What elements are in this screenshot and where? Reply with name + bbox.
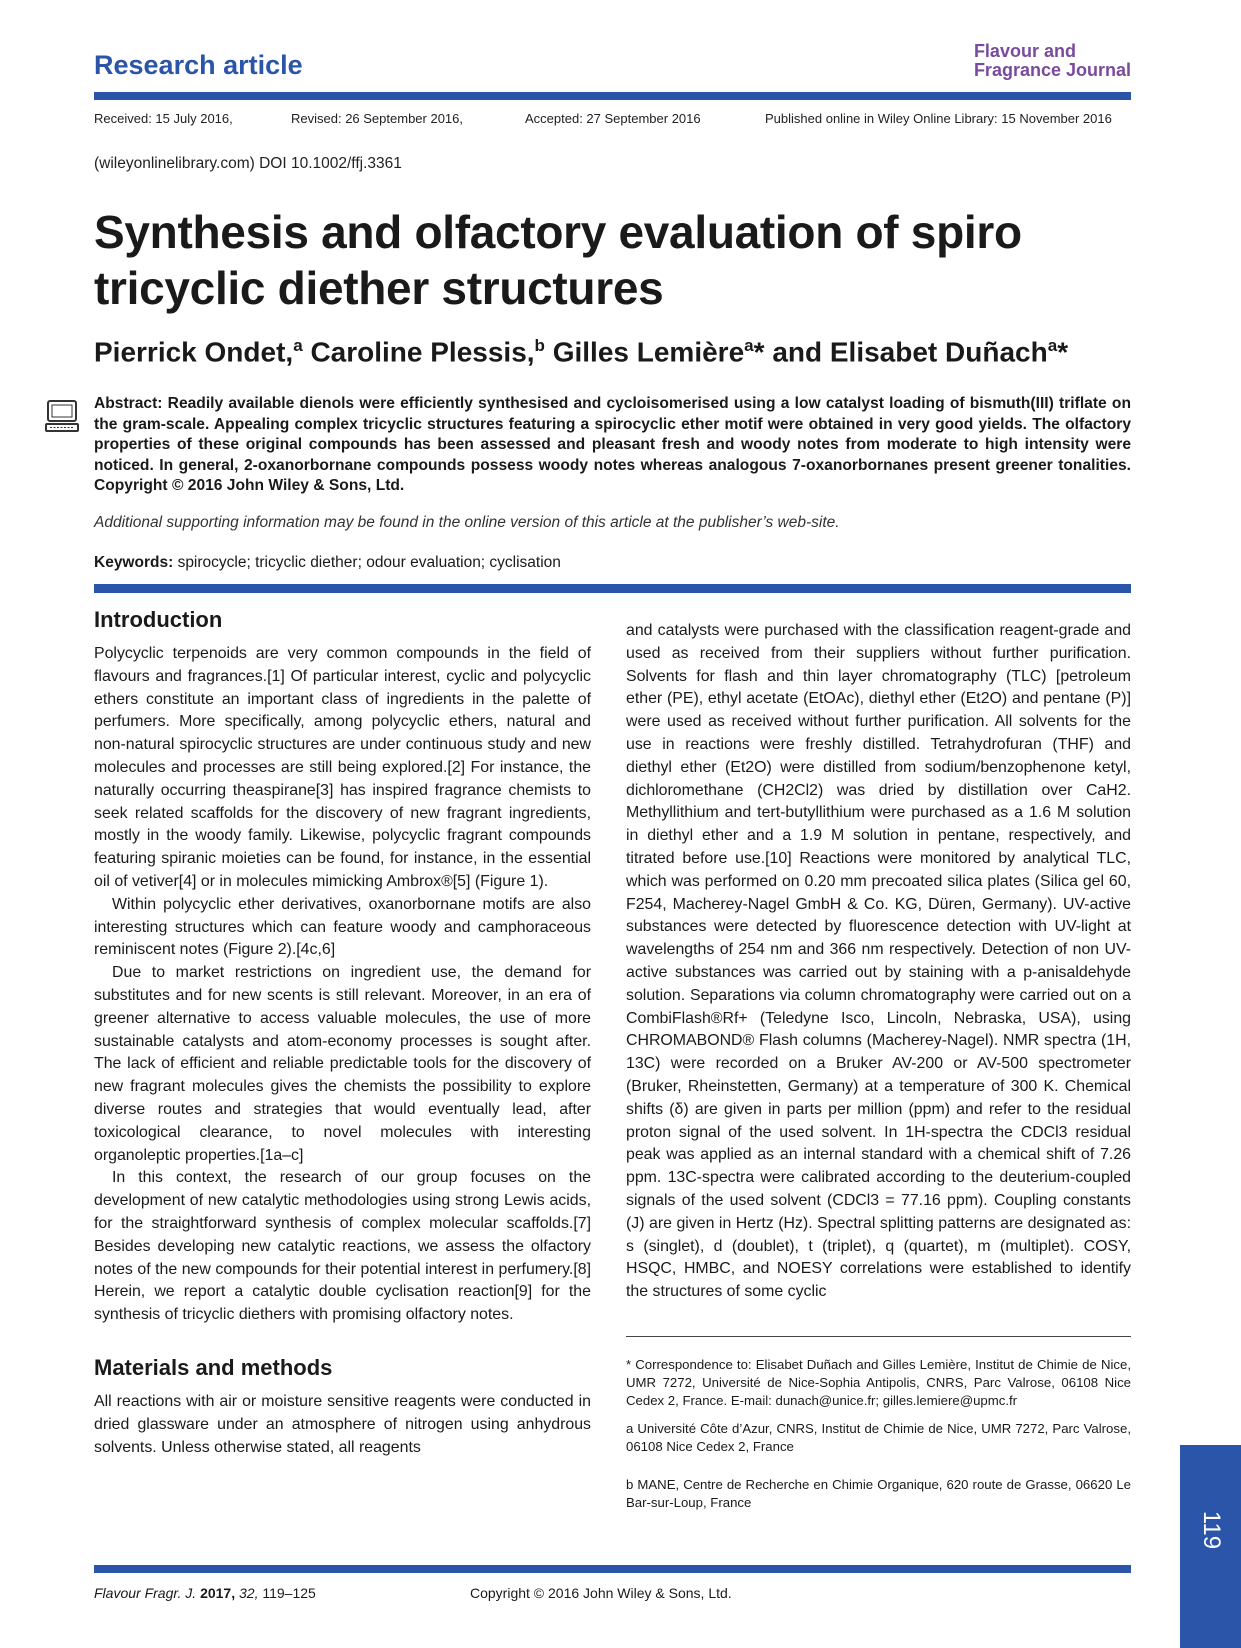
citation-volume: 32, [239,1585,259,1601]
journal-logo-line1: Flavour and [973,41,1076,61]
section-label: Research article [94,50,303,80]
intro-paragraph-2: Within polycyclic ether derivatives, oxanorbornane motifs are also interesting structures which can feature woody and camphoraceous reminiscent notes (Figure 2).[4c,6] [94,895,591,959]
methods-heading: Materials and methods [94,1354,333,1380]
doi[interactable]: (wileyonlinelibrary.com) DOI 10.1002/ffj.3361 [94,155,402,172]
abstract-rule [94,584,1131,593]
citation-year: 2017, [200,1585,236,1601]
affiliation-b-footnote: b MANE, Centre de Recherche en Chimie Organique, 620 route de Grasse, 06620 Le Bar-sur-Loup, France [626,1477,1131,1510]
footnote-rule [626,1336,1131,1337]
revised-date: Revised: 26 September 2016, [291,111,463,126]
footer-rule [94,1565,1131,1573]
computer-monitor-icon [44,398,80,434]
affiliation-mark: a [744,336,754,355]
correspondence-footnote: * Correspondence to: Elisabet Duñach and Gilles Lemière, Institut de Chimie de Nice, UMR 7272, Université de Nice-Sophia Antipolis, CNRS, Parc Valrose, 06108 Nice Cedex 2, France. E-mail: dunach@unice.fr; gilles.lemiere@upmc.fr [626,1357,1131,1408]
intro-paragraph-1: Polycyclic terpenoids are very common compounds in the field of flavours and fragrances.[1] Of particular interest, cyclic and polycyclic ethers constitute an important class of ingredients in the palette of perfumers. More specifically, among polycyclic ethers, natural and non-natural spirocyclic structures are under continuous study and new molecules and processes are still being explored.[2] For instance, the naturally occurring theaspirane[3] has inspired fragrance chemists to seek related scaffolds for the discovery of new fragrant ingredients, mostly in the woody family. Likewise, polycyclic fragrant compounds featuring spiranic moieties can be found, for instance, in the essential oil of vetiver[4] or in molecules mimicking Ambrox®[5] (Figure 1). [94,645,591,890]
author-list [94,336,1068,368]
page-number: 119 [1198,1510,1225,1550]
journal-abbrev: Flavour Fragr. J. [94,1585,197,1601]
footer-copyright: Copyright © 2016 John Wiley & Sons, Ltd. [470,1585,732,1601]
affiliation-a-footnote: a Université Côte d’Azur, CNRS, Institut de Chimie de Nice, UMR 7272, Parc Valrose, 06108 Nice Cedex 2, France [626,1421,1131,1454]
keywords [94,554,561,572]
keywords-label: Keywords: [94,554,174,571]
published-date: Published online in Wiley Online Library: 15 November 2016 [765,111,1112,126]
author-name: Elisabet Duñach [829,336,1048,368]
author-name: Caroline Plessis, [310,336,535,368]
citation-pages: 119–125 [262,1585,316,1601]
corresponding-mark: * [1057,336,1069,368]
received-date: Received: 15 July 2016, [94,111,233,126]
supporting-info-note: Additional supporting information may be found in the online version of this article at the publisher’s web-site. [94,514,840,531]
affiliation-mark: a [1047,336,1058,355]
title-line-1: Synthesis and olfactory evaluation of spiro [94,206,1022,258]
journal-logo-line2: Fragrance Journal [973,60,1131,80]
keywords-list: spirocycle; tricyclic diether; odour evaluation; cyclisation [177,554,561,571]
intro-paragraph-3: Due to market restrictions on ingredient use, the demand for substitutes and for new scents is still relevant. Moreover, in an era of greener alternative to access valuable molecules, the use of more sustainable catalysts and atom-economy processes is sought after. The lack of efficient and reliable predictable tools for the discovery of new fragrant molecules gives the chemists the possibility to explore diverse routes and strategies that would eventually lead, after toxicological clearance, to novel molecules with interesting organoleptic properties.[1a–c] [94,964,591,1164]
methods-paragraph-continued: and catalysts were purchased with the classification reagent-grade and used as received from their suppliers without further purification. Solvents for flash and thin layer chromatography (TLC) [petroleum ether (PE), ethyl acetate (EtOAc), diethyl ether (Et2O) and pentane (P)] were used as received without further purification. All solvents for the use in reactions were freshly distilled. Tetrahydrofuran (THF) and diethyl ether (Et2O) were distilled from sodium/benzophenone ketyl, dichloromethane (CH2Cl2) was dried by distillation over CaH2. Methyllithium and tert-butyllithium were purchased as a 1.6 M solution in diethyl ether and a 1.9 M solution in pentane, respectively, and titrated before use.[10] Reactions were monitored by analytical TLC, which was performed on 0.20 mm precoated silica plates (Silica gel 60, F254, Macherey-Nagel GmbH & Co. KG, Düren, Germany). UV-active substances were detected by fluorescence detection with UV-light at wavelengths of 254 nm and 366 nm respectively. Detection of non UV-active substances was carried out by staining with a p-anisaldehyde solution. Separations via column chromatography were carried out on a CombiFlash®Rf+ (Teledyne Isco, Lincoln, Nebraska, USA), using CHROMABOND® Flash columns (Macherey-Nagel). NMR spectra (1H, 13C) were recorded on a Bruker AV-200 or AV-500 spectrometer (Bruker, Rheinstetten, Germany) at a temperature of 300 K. Chemical shifts (δ) are given in parts per million (ppm) and refer to the residual proton signal of the used solvent. In 1H-spectra the CDCl3 residual peak was applied as an internal standard with a chemical shift of 7.26 ppm. 13C-spectra were calibrated according to the deuterium-coupled signals of the used solvent (CDCl3 = 77.16 ppm). Coupling constants (J) are given in Hertz (Hz). Spectral splitting patterns are designated as: s (singlet), d (doublet), t (triplet), q (quartet), m (multiplet). COSY, HSQC, HMBC, and NOESY correlations were established to identify the structures of some cyclic [626,622,1131,1301]
corresponding-mark: * [753,336,765,368]
affiliation-mark: b [534,336,545,355]
accepted-date: Accepted: 27 September 2016 [525,111,701,126]
methods-paragraph-1: All reactions with air or moisture sensitive reagents were conducted in dried glassware under an atmosphere of nitrogen using anhydrous solvents. Unless otherwise stated, all reagents [94,1392,591,1456]
introduction-heading: Introduction [94,607,223,632]
title-line-2: tricyclic diether structures [94,262,664,314]
article-title [94,204,1134,316]
left-column [94,607,591,1459]
author-and: and [772,336,823,368]
abstract: Abstract: Readily available dienols were efficiently synthesised and cycloisomerised using a low catalyst loading of bismuth(III) triflate on the gram-scale. Appealing complex tricyclic structures featuring a spirocyclic ether motif were obtained in very good yields. The olfactory properties of these original compounds has been assessed and pleasant fresh and woody notes from moderate to high intensity were noticed. In general, 2-oxanorbornane compounds possess woody notes whereas analogous 7-oxanorbornanes present greener tonalities. Copyright © 2016 John Wiley & Sons, Ltd. [94,395,1131,494]
right-column [626,620,1131,1304]
affiliation-mark: a [293,336,303,355]
journal-citation [94,1585,316,1601]
journal-logo [974,42,1131,80]
author-name: Pierrick Ondet, [94,336,294,368]
intro-paragraph-4: In this context, the research of our group focuses on the development of new catalytic methodologies using strong Lewis acids, for the straightforward synthesis of complex molecular scaffolds.[7] Besides developing new catalytic reactions, we assess the olfactory notes of the new compounds for their potential interest in perfumery.[8] Herein, we report a catalytic double cyclisation reaction[9] for the synthesis of tricyclic diethers with promising olfactory notes. [94,1169,591,1324]
header-rule [94,92,1131,100]
author-name: Gilles Lemière [552,336,745,368]
